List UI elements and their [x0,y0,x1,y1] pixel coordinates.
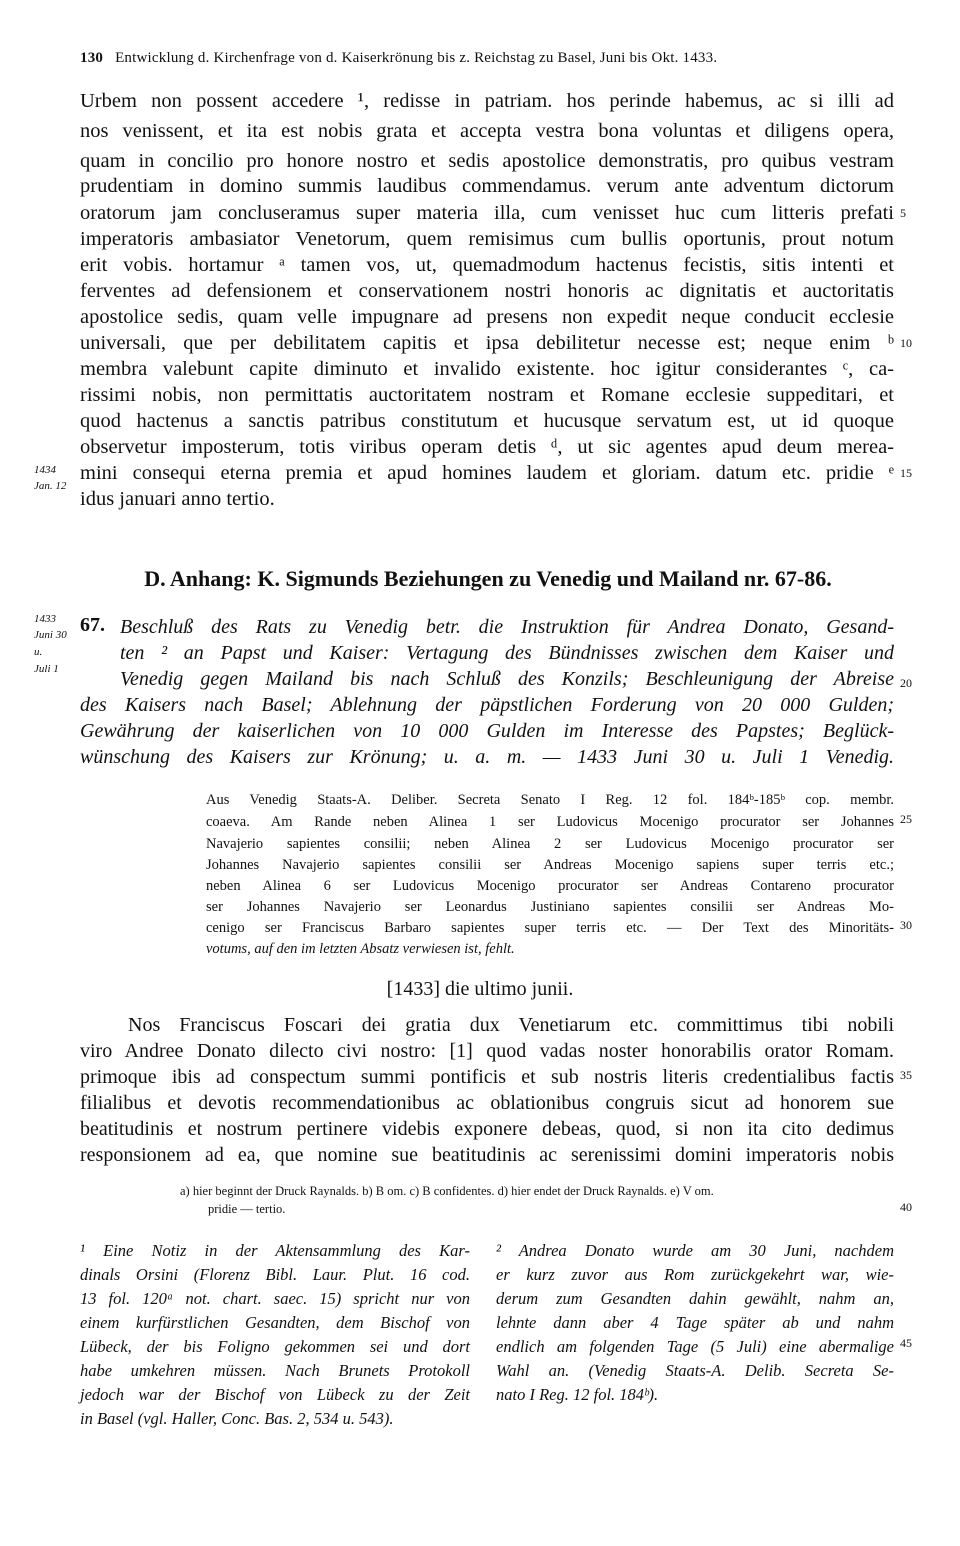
section-heading: D. Anhang: K. Sigmunds Beziehungen zu Venedig und Mailand nr. 67-86. [144,566,832,591]
regest-line: des Kaisers nach Basel; Ablehnung der päpstlichen Forderung von 20 000 Gulden; [80,694,894,716]
text-line: erit vobis. hortamur ᵃ tamen vos, ut, quemadmodum hactenus fecistis, sitis intenti et [80,254,894,276]
footnote-line: nato I Reg. 12 fol. 184ᵇ). [496,1385,659,1404]
document-line: Nos Franciscus Foscari dei gratia dux Venetiarum etc. committimus tibi nobili [128,1014,894,1036]
text-line: mini consequi eterna premia et apud homines laudem et gloriam. datum etc. pridie ᵉ [80,462,894,484]
text-line: rissimi nobis, non permittatis auctoritatem nostram et Romane ecclesie suppeditari, et [80,384,894,406]
footnote-line: habe umkehren müssen. Nach Brunets Protokoll [80,1361,470,1380]
regest-line: ten ² an Papst und Kaiser: Vertagung des Bündnisses zwischen dem Kaiser und [120,642,894,664]
regest-line: Gewährung der kaiserlichen von 10 000 Gulden im Interesse des Papstes; Beglück- [80,720,894,742]
regest-line: Venedig gegen Mailand bis nach Schluß des Konzils; Beschleunigung der Abreise [120,668,894,690]
text-line: observetur imposterum, totis viribus operam detis ᵈ, ut sic agentes apud deum merea- [80,436,894,458]
margin-date: Juli 1 [34,663,59,675]
document-line: beatitudinis et nostrum pertinere videbis exponere debeas, quod, si non ita cito dedimus [80,1118,894,1140]
page-number: 130 [80,50,104,66]
text-line: Urbem non possent accedere ¹, redisse in patriam. hos perinde habemus, ac si illi ad [80,90,894,112]
document-number: 67. [80,614,105,636]
line-number: 40 [900,1200,912,1214]
document-line: viro Andree Donato dilecto civi nostro: [1] quod vadas noster honorabilis orator Romam. [80,1040,894,1062]
footnote-line: derum zum Gesandten dahin gewählt, nahm an, [496,1289,894,1308]
margin-date-day: Jan. 12 [34,480,67,492]
margin-date: Juni 30 [34,629,67,641]
source-line: Navajerio sapientes consilii; neben Alinea 2 ser Ludovicus Mocenigo procurator ser [206,836,894,852]
line-number: 25 [900,812,912,826]
source-line: neben Alinea 6 ser Ludovicus Mocenigo procurator ser Andreas Contareno procurator [206,878,894,894]
footnote-line: endlich am folgenden Tage (5 Juli) eine abermalige [496,1337,894,1356]
text-line: prudentiam in domino summis laudibus commendamus. verum ante adventum dictorum [80,175,894,197]
footnote-line: jedoch war der Bischof von Lübeck zu der Zeit [80,1385,470,1404]
footnote-line: einem kurfürstlichen Gesandten, dem Bischof von [80,1313,470,1332]
source-line: coaeva. Am Rande neben Alinea 1 ser Ludovicus Mocenigo procurator ser Johannes [206,814,894,830]
text-line: idus januari anno tertio. [80,488,275,510]
text-line: nos venissent, et ita est nobis grata et accepta vestra bona voluntas et diligens opera, [80,120,894,142]
source-line: Aus Venedig Staats-A. Deliber. Secreta Senato I Reg. 12 fol. 184ᵇ-185ᵇ cop. membr. [206,792,894,808]
line-number: 30 [900,918,912,932]
text-line: universali, que per debilitatem capitis et ipsa debilitetur necesse est; neque enim ᵇ [80,332,894,354]
text-line: membra valebunt capite diminuto et invalido existente. hoc igitur considerantes ᶜ, ca- [80,358,894,380]
regest-line: Beschluß des Rats zu Venedig betr. die Instruktion für Andrea Donato, Gesand- [120,616,894,638]
line-number: 10 [900,336,912,350]
text-line: quod hactenus a sanctis patribus constitutum et hucusque servatum est, ut id quoque [80,410,894,432]
regest-line: wünschung des Kaisers zur Krönung; u. a. m. — 1433 Juni 30 u. Juli 1 Venedig. [80,746,894,768]
variant-line: a) hier beginnt der Druck Raynalds. b) B om. c) B confidentes. d) hier endet der Druck Raynalds. e) V om. [180,1184,714,1198]
source-line: ser Johannes Navajerio ser Leonardus Justiniano sapientes consilii ser Andreas Mo- [206,899,894,915]
footnote-line: ² Andrea Donato wurde am 30 Juni, nachdem [496,1241,894,1260]
line-number: 15 [900,466,912,480]
line-number: 35 [900,1068,912,1082]
text-line: quam in concilio pro honore nostro et sedis apostolice demonstratis, pro quibus vestram [80,150,894,172]
margin-date-year: 1434 [34,464,56,476]
line-number: 5 [900,206,906,220]
source-line: cenigo ser Franciscus Barbaro sapientes super terris etc. — Der Text des Minoritäts- [206,920,894,936]
footnote-line: er kurz zuvor aus Rom zurückgekehrt war, wie- [496,1265,894,1284]
footnote-line: dinals Orsini (Florenz Bibl. Laur. Plut. 16 cod. [80,1265,470,1284]
document-line: responsionem ad ea, que nomine sue beatitudinis ac serenissimi domini imperatoris nobis [80,1144,894,1166]
footnote-line: in Basel (vgl. Haller, Conc. Bas. 2, 534 u. 543). [80,1409,394,1428]
footnote-line: Wahl an. (Venedig Staats-A. Delib. Secreta Se- [496,1361,894,1380]
footnote-line: lehnte dann aber 4 Tage später ab und nahm [496,1313,894,1332]
text-line: oratorum jam concluseramus super materia illa, cum venisset huc cum litteris prefati [80,202,894,224]
variant-line: pridie — tertio. [208,1202,286,1216]
footnote-line: Lübeck, der bis Foligno gekommen sei und dort [80,1337,470,1356]
margin-date: 1433 [34,613,56,625]
text-line: imperatoris ambasiator Venetorum, quem remisimus cum bullis oportunis, prout notum [80,228,894,250]
text-line: apostolice sedis, quam velle impugnare ad presens non expedit neque conducit ecclesie [80,306,894,328]
document-line: filialibus et devotis recommendationibus ac oblationibus congruis sicut ad honorem sue [80,1092,894,1114]
footnote-line: ¹ Eine Notiz in der Aktensammlung des Kar- [80,1241,470,1260]
text-line: ferventes ad defensionem et conservationem nostri honoris ac dignitatis et auctoritatis [80,280,894,302]
line-number: 20 [900,676,912,690]
running-header [80,50,900,67]
margin-date: u. [34,646,43,658]
document-dateline: [1433] die ultimo junii. [386,978,574,1000]
line-number: 45 [900,1336,912,1350]
footnote-line: 13 fol. 120ᵃ not. chart. saec. 15) spricht nur von [80,1289,470,1308]
document-line: primoque ibis ad conspectum summi pontificis et sub nostris literis credentialibus factis [80,1066,894,1088]
running-title: Entwicklung d. Kirchenfrage von d. Kaiserkrönung bis z. Reichstag zu Basel, Juni bis Okt. 1433. [115,50,718,66]
source-line: votums, auf den im letzten Absatz verwiesen ist, fehlt. [206,941,515,957]
source-line: Johannes Navajerio sapientes consilii ser Andreas Mocenigo sapiens super terris etc.; [206,857,894,873]
